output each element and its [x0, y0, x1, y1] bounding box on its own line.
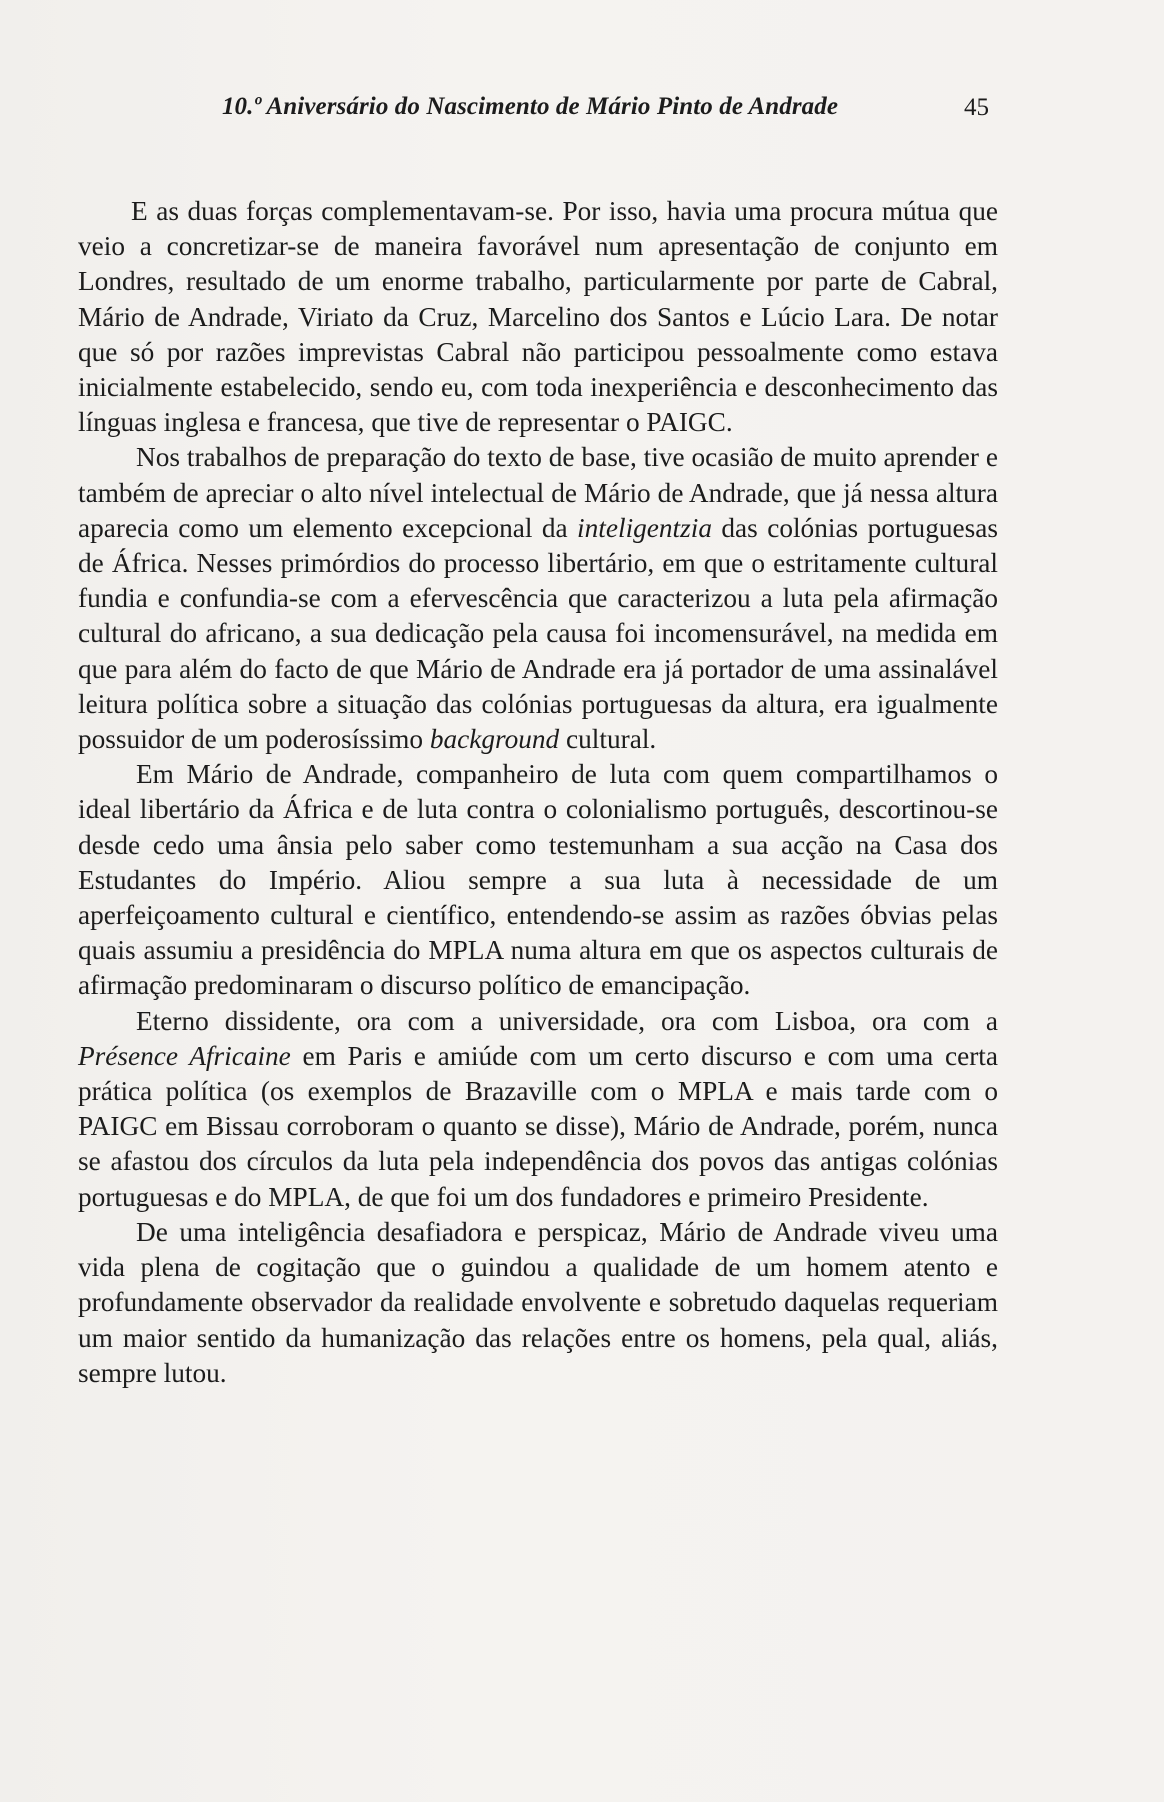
running-header-title: 10.º Aniversário do Nascimento de Mário Pinto de Andrade: [221, 93, 839, 120]
paragraph-2-italic-inteligentzia: inteligentzia: [577, 512, 712, 543]
paragraph-1: [78, 194, 998, 440]
paragraph-4-italic-presence-africaine: Présence Africaine: [78, 1040, 291, 1071]
paragraph-2-text-cont: das colónias portuguesas de África. Nesses primórdios do processo libertário, em que o estritamente cultural fundia e confundia-se com a efervescência que caracterizou a luta pela afirmação cultural do africano, a sua dedicação pela causa foi incomensurável, na medida em que para além do facto de que Mário de Andrade era já portador de uma assinalável leitura política sobre a situação das colónias portuguesas da altura, era igualmente possuidor de um poderosíssimo: [78, 512, 998, 755]
paragraph-4: [78, 1004, 998, 1215]
paragraph-4-text: Eterno dissidente, ora com a universidade, ora com Lisboa, ora com a: [136, 1005, 998, 1036]
page-number: 45: [964, 94, 989, 121]
body-text: [78, 194, 998, 1391]
paragraph-1-text: E as duas forças complementavam-se. Por isso, havia uma procura mútua que veio a concretizar-se de maneira favorável num apresentação de conjunto em Londres, resultado de um enorme trabalho, particularmente por parte de Cabral, Mário de Andrade, Viriato da Cruz, Marcelino dos Santos e Lúcio Lara. De notar que só por razões imprevistas Cabral não participou pessoalmente como estava inicialmente estabelecido, sendo eu, com toda inexperiência e desconhecimento das línguas inglesa e francesa, que tive de representar o PAIGC.: [78, 196, 998, 438]
paragraph-2-text: Nos trabalhos de preparação do texto de base, tive ocasião de muito aprender e também de apreciar o alto nível intelectual de Mário de Andrade, que já nessa altura aparecia como um elemento excepcional da: [78, 442, 998, 543]
paragraph-2-text-end: cultural.: [559, 724, 657, 755]
paragraph-2-italic-background: background: [429, 724, 560, 755]
paragraph-5: [78, 1215, 998, 1391]
paragraph-3-text: Em Mário de Andrade, companheiro de luta com quem compartilhamos o ideal libertário da África e de luta contra o colonialismo português, descortinou-se desde cedo uma ânsia pelo saber como testemunham a sua acção na Casa dos Estudantes do Império. Aliou sempre a sua luta à necessidade de um aperfeiçoamento cultural e científico, entendendo-se assim as razões óbvias pelas quais assumiu a presidência do MPLA numa altura em que os aspectos culturais de afirmação predominaram o discurso político de emancipação.: [78, 759, 998, 1001]
paragraph-4-text-cont: em Paris e amiúde com um certo discurso e com uma certa prática política (os exemplos de Brazaville com o MPLA e mais tarde com o PAIGC em Bissau corroboram o quanto se disse), Mário de Andrade, porém, nunca se afastou dos círculos da luta pela independência dos povos das antigas colónias portuguesas e do MPLA, de que foi um dos fundadores e primeiro Presidente.: [78, 1040, 998, 1212]
paragraph-5-text: De uma inteligência desafiadora e perspicaz, Mário de Andrade viveu uma vida plena de cogitação que o guindou a qualidade de um homem atento e profundamente observador da realidade envolvente e sobretudo daquelas requeriam um maior sentido da humanização das relações entre os homens, pela qual, aliás, sempre lutou.: [78, 1216, 998, 1388]
paragraph-3: [78, 757, 998, 1003]
paragraph-2: [78, 440, 998, 757]
